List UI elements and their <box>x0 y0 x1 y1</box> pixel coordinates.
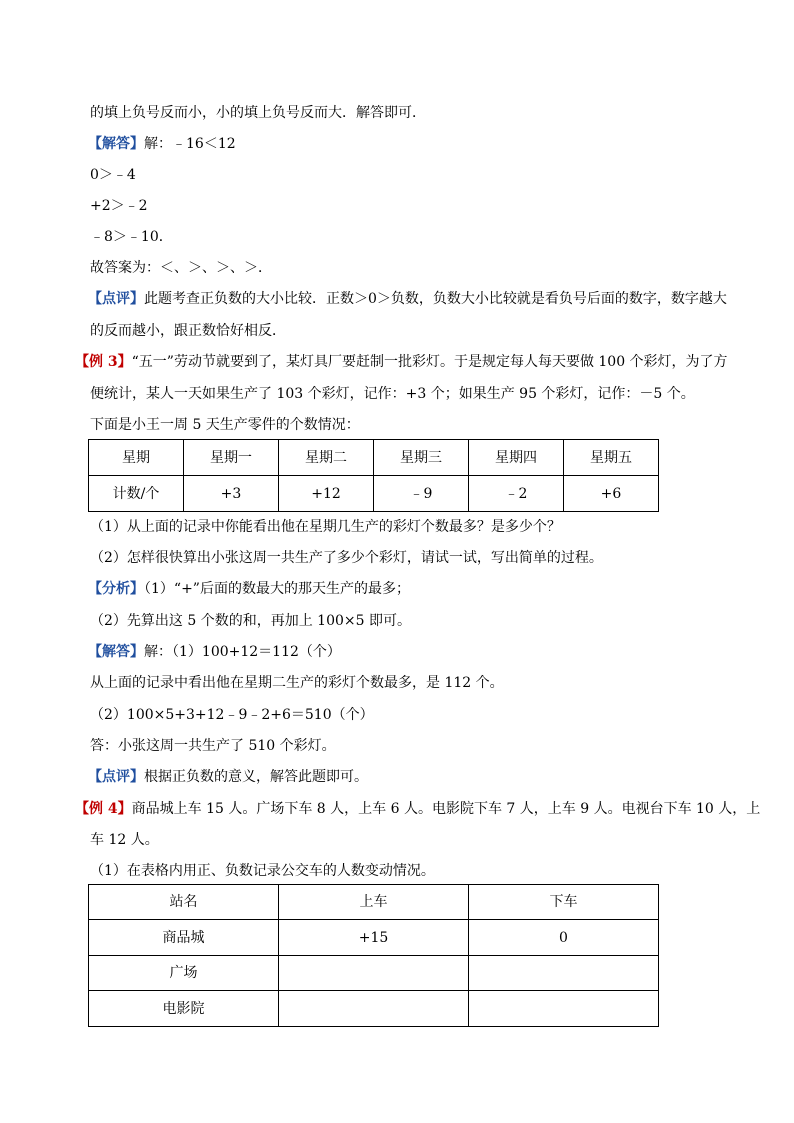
paragraph-line <box>90 228 173 246</box>
question-line <box>90 862 435 880</box>
text: +2＞﹣2 <box>90 198 148 214</box>
text: （2）怎样很快算出小张这周一共生产了多少个彩灯，请试一试，写出简单的过程。 <box>90 550 603 566</box>
example-3-tag: 【例 3】 <box>75 354 132 370</box>
text: （2）100×5+3+12﹣9﹣2+6＝510（个） <box>90 707 374 723</box>
table-cell: ﹣9 <box>374 476 469 512</box>
paragraph-line <box>90 104 426 122</box>
text: 的填上负号反而小，小的填上负号反而大．解答即可． <box>90 105 426 121</box>
paragraph-line <box>90 385 695 403</box>
table-cell: +15 <box>279 920 469 956</box>
answer-tag: 【解答】 <box>88 136 144 152</box>
text: 车 12 人。 <box>90 832 159 848</box>
answer-line <box>88 135 236 153</box>
table-cell: +3 <box>184 476 279 512</box>
table-cell <box>279 991 469 1027</box>
table-header-cell: 上车 <box>279 885 469 920</box>
table-cell <box>279 956 469 991</box>
comment-tag: 【点评】 <box>88 291 144 307</box>
table-header-cell: 站名 <box>89 885 279 920</box>
text: 商品城上车 15 人。广场下车 8 人，上车 6 人。电影院下车 7 人，上车 9 人。电视台下车 10 人，上 <box>131 801 761 817</box>
question-line <box>90 518 561 536</box>
table-header-cell: 星期二 <box>279 440 374 476</box>
analysis-tag: 【分析】 <box>88 581 144 597</box>
paragraph-line <box>90 706 374 724</box>
text: 便统计，某人一天如果生产了 103 个彩灯，记作：+3 个；如果生产 95 个彩灯，记作：－5 个。 <box>90 386 695 402</box>
table-cell: 广场 <box>89 956 279 991</box>
comment-tag: 【点评】 <box>88 769 144 785</box>
paragraph-line <box>90 831 159 849</box>
text: 的反而越小，跟正数恰好相反． <box>90 323 286 339</box>
bus-passenger-table <box>88 884 659 1027</box>
paragraph-line <box>90 259 272 277</box>
table-cell: 0 <box>469 920 659 956</box>
text: （1）在表格内用正、负数记录公交车的人数变动情况。 <box>90 863 435 879</box>
table-cell <box>469 956 659 991</box>
text: 根据正负数的意义，解答此题即可。 <box>144 769 368 785</box>
paragraph-line <box>90 197 148 215</box>
answer-tag: 【解答】 <box>88 644 144 660</box>
analysis-line <box>88 580 410 598</box>
paragraph-line <box>90 612 411 630</box>
comment-line <box>88 290 727 308</box>
table-header-cell: 星期 <box>89 440 184 476</box>
text: 解：﹣16＜12 <box>144 136 236 152</box>
table-header-cell: 星期一 <box>184 440 279 476</box>
table-cell: 计数/个 <box>89 476 184 512</box>
text: 0＞﹣4 <box>90 167 136 183</box>
table-cell: 商品城 <box>89 920 279 956</box>
text: 从上面的记录中看出他在星期二生产的彩灯个数最多，是 112 个。 <box>90 675 504 691</box>
paragraph-line <box>90 166 136 184</box>
example-4-tag: 【例 4】 <box>75 801 132 817</box>
table-cell: 电影院 <box>89 991 279 1027</box>
table-header-cell: 星期五 <box>564 440 659 476</box>
text: 解：（1）100+12＝112（个） <box>144 644 341 660</box>
text: （1）从上面的记录中你能看出他在星期几生产的彩灯个数最多？是多少个？ <box>90 519 561 535</box>
table-cell: ﹣2 <box>469 476 564 512</box>
text: “五一”劳动节就要到了，某灯具厂要赶制一批彩灯。于是规定每人每天要做 100 个彩灯，为了方 <box>131 354 728 370</box>
table-header-cell: 星期四 <box>469 440 564 476</box>
example-3-line <box>75 353 728 371</box>
paragraph-line <box>90 322 286 340</box>
paragraph-line <box>90 416 360 434</box>
question-line <box>90 549 603 567</box>
comment-line <box>88 768 368 786</box>
table-header-cell: 星期三 <box>374 440 469 476</box>
text: ﹣8＞﹣10． <box>90 229 173 245</box>
text: （2）先算出这 5 个数的和，再加上 100×5 即可。 <box>90 613 411 629</box>
paragraph-line <box>90 737 336 755</box>
table-cell: +6 <box>564 476 659 512</box>
text: （1）“+”后面的数最大的那天生产的最多； <box>144 581 410 597</box>
paragraph-line <box>90 674 504 692</box>
answer-line <box>88 643 341 661</box>
text: 此题考查正负数的大小比较．正数＞0＞负数，负数大小比较就是看负号后面的数字，数字越大 <box>144 291 727 307</box>
example-4-line <box>75 800 760 818</box>
table-cell: +12 <box>279 476 374 512</box>
table-header-cell: 下车 <box>469 885 659 920</box>
text: 答：小张这周一共生产了 510 个彩灯。 <box>90 738 336 754</box>
text: 故答案为：＜、＞、＞、＞． <box>90 260 272 276</box>
table-cell <box>469 991 659 1027</box>
text: 下面是小王一周 5 天生产零件的个数情况： <box>90 417 360 433</box>
lantern-count-table <box>88 439 659 512</box>
